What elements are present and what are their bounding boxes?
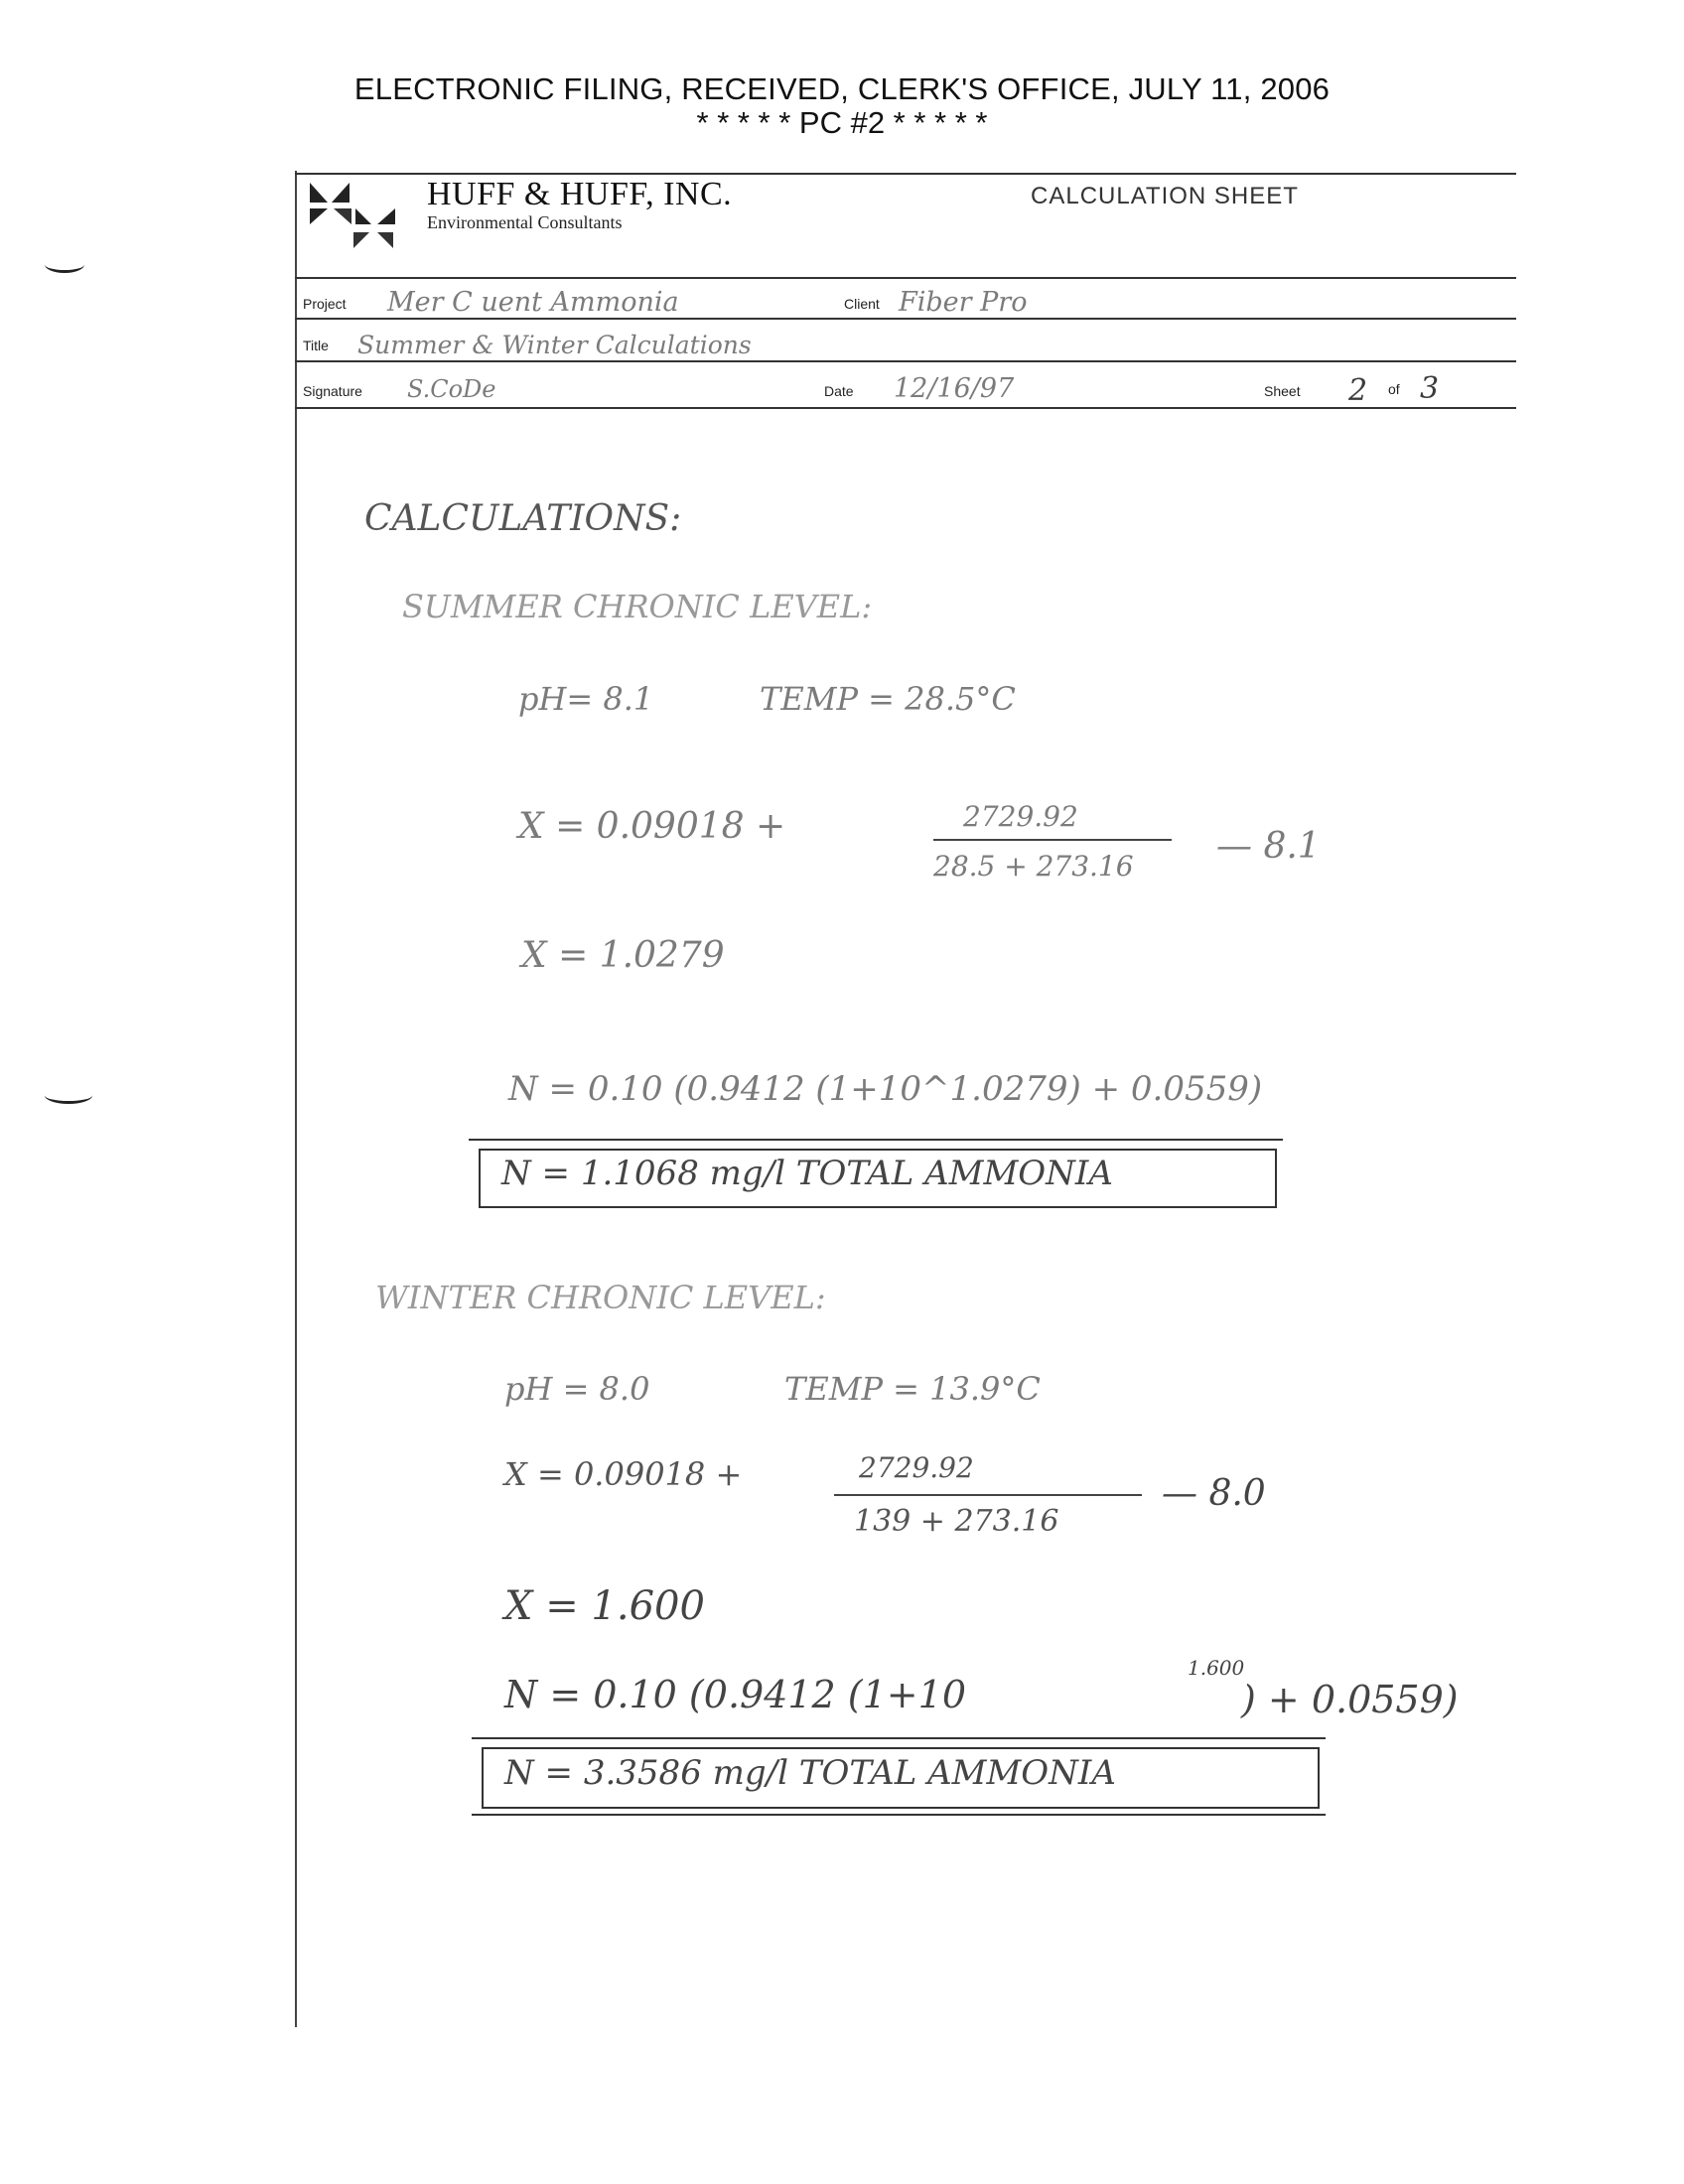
company-name: HUFF & HUFF, INC. [427,176,733,212]
summer-ph: pH= 8.1 [518,680,654,718]
calculations-heading: CALCULATIONS: [364,498,682,539]
calculation-sheet-title: CALCULATION SHEET [1031,183,1299,209]
summer-x-numerator: 2729.92 [963,800,1078,833]
signature-value: S.CoDe [407,375,496,403]
filing-banner: ELECTRONIC FILING, RECEIVED, CLERK'S OFFICE, JULY 11, 2006 [353,71,1331,106]
winter-temp: TEMP = 13.9°C [784,1370,1041,1408]
form-top-border [295,173,1516,175]
summer-fraction-bar [933,839,1172,841]
summer-temp: TEMP = 28.5°C [760,680,1016,718]
project-row-line [295,318,1516,320]
winter-x-denominator: 139 + 273.16 [854,1504,1059,1539]
winter-n-equation-right: ) + 0.0559) [1241,1678,1459,1721]
title-label: Title [303,338,329,353]
company-subtitle: Environmental Consultants [427,212,623,232]
signature-label: Signature [303,383,362,399]
sheet-label: Sheet [1264,383,1301,399]
winter-x-result: X = 1.600 [504,1583,705,1629]
scan-mark-top [45,256,84,273]
winter-x-equation-right: — 8.0 [1162,1473,1266,1514]
sheet-number: 2 [1348,373,1368,408]
title-value: Summer & Winter Calculations [357,331,752,359]
summer-result-top-rule [469,1139,1283,1141]
title-row-line [295,360,1516,362]
winter-chronic-label: WINTER CHRONIC LEVEL: [375,1279,826,1316]
winter-n-equation-left: N = 0.10 (0.9412 (1+10 [504,1673,966,1716]
sheet-of-label: of [1388,381,1400,397]
form-left-border [295,171,297,2027]
summer-n-result: N = 1.1068 mg/l TOTAL AMMONIA [501,1154,1113,1193]
date-label: Date [824,383,854,399]
sheet-total: 3 [1420,371,1440,406]
client-label: Client [844,296,880,312]
header-divider [295,277,1516,279]
date-value: 12/16/97 [894,373,1015,404]
project-label: Project [303,296,347,312]
summer-x-denominator: 28.5 + 273.16 [933,850,1134,883]
winter-result-top-rule [472,1737,1326,1739]
winter-n-result: N = 3.3586 mg/l TOTAL AMMONIA [504,1753,1116,1793]
summer-x-result: X = 1.0279 [521,935,725,976]
winter-x-equation-left: X = 0.09018 + [504,1455,743,1493]
project-value: Mer C uent Ammonia [387,287,679,318]
company-logo [306,179,409,262]
summer-chronic-label: SUMMER CHRONIC LEVEL: [402,588,873,625]
winter-ph: pH = 8.0 [504,1370,650,1408]
summer-n-equation: N = 0.10 (0.9412 (1+10^1.0279) + 0.0559) [508,1069,1263,1109]
signature-row-line [295,407,1516,409]
winter-n-exponent: 1.600 [1188,1656,1245,1680]
summer-x-equation-left: X = 0.09018 + [518,806,786,847]
winter-x-numerator: 2729.92 [859,1451,974,1484]
winter-fraction-bar [834,1494,1142,1496]
scan-mark-middle [45,1087,92,1104]
client-value: Fiber Pro [899,287,1028,318]
pc-number-banner: * * * * * PC #2 * * * * * [696,105,988,140]
winter-result-bottom-rule [472,1814,1326,1816]
summer-x-equation-right: — 8.1 [1216,826,1321,867]
